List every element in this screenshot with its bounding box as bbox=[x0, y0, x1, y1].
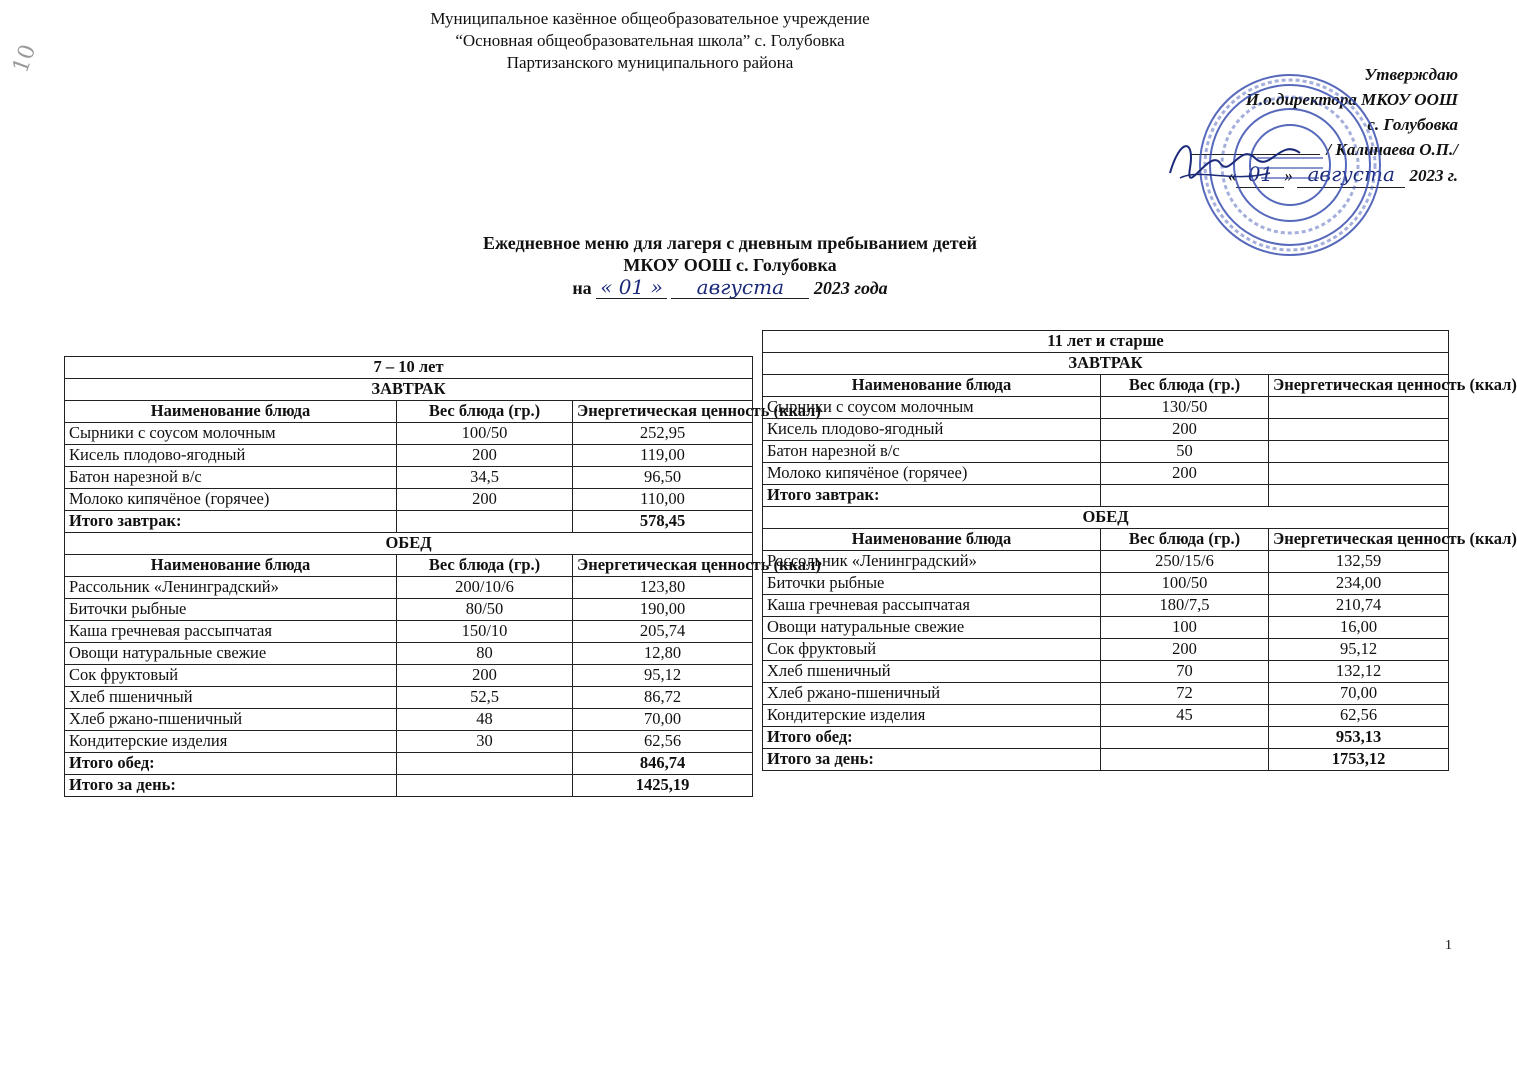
dish-name: Сырники с соусом молочным bbox=[65, 423, 397, 445]
age-group-header: 7 – 10 лет bbox=[65, 357, 753, 379]
approve-date-year: 2023 г. bbox=[1409, 166, 1458, 185]
dish-energy bbox=[1269, 441, 1449, 463]
dish-energy: 16,00 bbox=[1269, 617, 1449, 639]
approve-director-name: / Калинаева О.П./ bbox=[1326, 140, 1458, 159]
dish-name: Каша гречневая рассыпчатая bbox=[65, 621, 397, 643]
dish-row bbox=[763, 441, 1449, 463]
dish-name: Батон нарезной в/с bbox=[65, 467, 397, 489]
day-total-row bbox=[763, 749, 1449, 771]
dish-name: Кисель плодово-ягодный bbox=[763, 419, 1101, 441]
approve-date-month: августа bbox=[1297, 162, 1405, 188]
dish-energy: 12,80 bbox=[573, 643, 753, 665]
org-line-3: Партизанского муниципального района bbox=[506, 53, 794, 72]
lunch-total-row bbox=[763, 727, 1449, 749]
dish-row bbox=[763, 661, 1449, 683]
dish-energy: 70,00 bbox=[1269, 683, 1449, 705]
dish-energy: 95,12 bbox=[1269, 639, 1449, 661]
col-name-header: Наименование блюда bbox=[763, 375, 1101, 397]
title-date-year: 2023 года bbox=[813, 278, 888, 298]
total-energy: 846,74 bbox=[573, 753, 753, 775]
dish-name: Хлеб ржано-пшеничный bbox=[65, 709, 397, 731]
dish-weight: 180/7,5 bbox=[1101, 595, 1269, 617]
approve-date-close: » bbox=[1284, 166, 1293, 185]
day-total-row bbox=[65, 775, 753, 797]
dish-row bbox=[763, 595, 1449, 617]
dish-row bbox=[65, 643, 753, 665]
dish-name: Овощи натуральные свежие bbox=[65, 643, 397, 665]
col-weight-header: Вес блюда (гр.) bbox=[397, 555, 573, 577]
menu-table-11-plus bbox=[762, 330, 1517, 771]
col-energy-header: Энергетическая ценность (ккал) bbox=[1269, 529, 1449, 551]
dish-row bbox=[65, 731, 753, 753]
total-weight bbox=[397, 511, 573, 533]
dish-weight: 50 bbox=[1101, 441, 1269, 463]
dish-weight: 70 bbox=[1101, 661, 1269, 683]
breakfast-total-row bbox=[763, 485, 1449, 507]
approve-line-2: И.о.директора МКОУ ООШ bbox=[1245, 90, 1458, 109]
lunch-section-header: ОБЕД bbox=[65, 533, 753, 555]
dish-row bbox=[65, 467, 753, 489]
total-weight bbox=[1101, 749, 1269, 771]
breakfast-rows bbox=[763, 397, 1449, 485]
total-weight bbox=[1101, 485, 1269, 507]
col-name-header: Наименование блюда bbox=[65, 555, 397, 577]
dish-weight: 200 bbox=[1101, 463, 1269, 485]
total-label: Итого завтрак: bbox=[65, 511, 397, 533]
dish-name: Каша гречневая рассыпчатая bbox=[763, 595, 1101, 617]
dish-row bbox=[763, 617, 1449, 639]
dish-energy: 132,59 bbox=[1269, 551, 1449, 573]
dish-weight: 100/50 bbox=[397, 423, 573, 445]
margin-note bbox=[10, 40, 40, 80]
dish-row bbox=[763, 463, 1449, 485]
dish-row bbox=[763, 573, 1449, 595]
total-weight bbox=[1101, 727, 1269, 749]
dish-energy bbox=[1269, 463, 1449, 485]
dish-weight: 34,5 bbox=[397, 467, 573, 489]
dish-row bbox=[65, 445, 753, 467]
dish-energy: 96,50 bbox=[573, 467, 753, 489]
dish-weight: 200 bbox=[1101, 639, 1269, 661]
dish-row bbox=[65, 665, 753, 687]
dish-name: Рассольник «Ленинградский» bbox=[763, 551, 1101, 573]
lunch-section-header: ОБЕД bbox=[763, 507, 1449, 529]
dish-energy: 95,12 bbox=[573, 665, 753, 687]
dish-weight: 130/50 bbox=[1101, 397, 1269, 419]
dish-name: Овощи натуральные свежие bbox=[763, 617, 1101, 639]
dish-energy: 190,00 bbox=[573, 599, 753, 621]
dish-energy: 205,74 bbox=[573, 621, 753, 643]
dish-name: Сок фруктовый bbox=[763, 639, 1101, 661]
column-header-row bbox=[65, 555, 753, 577]
title-date-day: « 01 » bbox=[596, 276, 667, 299]
dish-weight: 48 bbox=[397, 709, 573, 731]
dish-energy: 62,56 bbox=[573, 731, 753, 753]
dish-weight: 200 bbox=[397, 445, 573, 467]
col-weight-header: Вес блюда (гр.) bbox=[397, 401, 573, 423]
dish-name: Кондитерские изделия bbox=[65, 731, 397, 753]
dish-weight: 200 bbox=[397, 489, 573, 511]
total-label: Итого завтрак: bbox=[763, 485, 1101, 507]
total-energy: 953,13 bbox=[1269, 727, 1449, 749]
total-label: Итого за день: bbox=[763, 749, 1101, 771]
total-weight bbox=[397, 753, 573, 775]
dish-row bbox=[65, 423, 753, 445]
dish-row bbox=[65, 599, 753, 621]
dish-energy bbox=[1269, 397, 1449, 419]
dish-energy: 70,00 bbox=[573, 709, 753, 731]
dish-weight: 30 bbox=[397, 731, 573, 753]
dish-weight: 100 bbox=[1101, 617, 1269, 639]
dish-weight: 100/50 bbox=[1101, 573, 1269, 595]
dish-weight: 72 bbox=[1101, 683, 1269, 705]
title-date-month: августа bbox=[671, 276, 809, 299]
dish-name: Хлеб пшеничный bbox=[65, 687, 397, 709]
menu-title bbox=[380, 232, 1080, 299]
margin-note-text: 10 bbox=[8, 41, 42, 77]
dish-energy: 86,72 bbox=[573, 687, 753, 709]
dish-weight: 80/50 bbox=[397, 599, 573, 621]
dish-name: Сырники с соусом молочным bbox=[763, 397, 1101, 419]
approve-line-1: Утверждаю bbox=[1364, 65, 1458, 84]
dish-weight: 150/10 bbox=[397, 621, 573, 643]
dish-row bbox=[763, 551, 1449, 573]
dish-row bbox=[763, 705, 1449, 727]
breakfast-rows bbox=[65, 423, 753, 511]
title-date bbox=[380, 276, 1080, 299]
col-weight-header: Вес блюда (гр.) bbox=[1101, 529, 1269, 551]
lunch-total-row bbox=[65, 753, 753, 775]
org-line-1: Муниципальное казённое общеобразовательное учреждение bbox=[430, 9, 870, 28]
org-line-2: “Основная общеобразовательная школа” с. Голубовка bbox=[455, 31, 845, 50]
organization-header bbox=[380, 8, 920, 74]
dish-name: Кисель плодово-ягодный bbox=[65, 445, 397, 467]
total-energy: 578,45 bbox=[573, 511, 753, 533]
col-weight-header: Вес блюда (гр.) bbox=[1101, 375, 1269, 397]
lunch-rows bbox=[763, 551, 1449, 727]
approve-line-3: с. Голубовка bbox=[1367, 115, 1458, 134]
dish-row bbox=[65, 621, 753, 643]
column-header-row bbox=[763, 375, 1449, 397]
page-number: 1 bbox=[1445, 938, 1452, 953]
col-name-header: Наименование блюда bbox=[65, 401, 397, 423]
breakfast-section-header: ЗАВТРАК bbox=[65, 379, 753, 401]
col-energy-header: Энергетическая ценность (ккал) bbox=[573, 401, 753, 423]
title-line-1: Ежедневное меню для лагеря с дневным пребыванием детей bbox=[482, 233, 977, 253]
dish-row bbox=[763, 419, 1449, 441]
dish-energy: 132,12 bbox=[1269, 661, 1449, 683]
dish-name: Биточки рыбные bbox=[763, 573, 1101, 595]
margin-note-drawing bbox=[10, 40, 40, 80]
total-label: Итого за день: bbox=[65, 775, 397, 797]
dish-row bbox=[763, 683, 1449, 705]
dish-weight: 45 bbox=[1101, 705, 1269, 727]
dish-name: Сок фруктовый bbox=[65, 665, 397, 687]
col-energy-header: Энергетическая ценность (ккал) bbox=[573, 555, 753, 577]
col-name-header: Наименование блюда bbox=[763, 529, 1101, 551]
dish-weight: 80 bbox=[397, 643, 573, 665]
title-line-2: МКОУ ООШ с. Голубовка bbox=[623, 255, 837, 275]
dish-name: Хлеб пшеничный bbox=[763, 661, 1101, 683]
dish-name: Батон нарезной в/с bbox=[763, 441, 1101, 463]
signature-drawing bbox=[1160, 128, 1310, 188]
dish-row bbox=[763, 639, 1449, 661]
age-group-header: 11 лет и старше bbox=[763, 331, 1449, 353]
dish-name: Молоко кипячёное (горячее) bbox=[65, 489, 397, 511]
lunch-rows bbox=[65, 577, 753, 753]
title-date-prefix: на bbox=[572, 278, 592, 298]
column-header-row bbox=[65, 401, 753, 423]
total-energy bbox=[1269, 485, 1449, 507]
dish-energy: 123,80 bbox=[573, 577, 753, 599]
dish-weight: 200 bbox=[397, 665, 573, 687]
dish-row bbox=[65, 489, 753, 511]
dish-energy: 210,74 bbox=[1269, 595, 1449, 617]
total-label: Итого обед: bbox=[763, 727, 1101, 749]
col-energy-header: Энергетическая ценность (ккал) bbox=[1269, 375, 1449, 397]
total-label: Итого обед: bbox=[65, 753, 397, 775]
dish-row bbox=[65, 577, 753, 599]
dish-name: Хлеб ржано-пшеничный bbox=[763, 683, 1101, 705]
dish-weight: 200/10/6 bbox=[397, 577, 573, 599]
dish-name: Рассольник «Ленинградский» bbox=[65, 577, 397, 599]
approve-date-open: « bbox=[1227, 166, 1237, 185]
dish-weight: 250/15/6 bbox=[1101, 551, 1269, 573]
dish-name: Биточки рыбные bbox=[65, 599, 397, 621]
dish-energy: 62,56 bbox=[1269, 705, 1449, 727]
approve-date-day: 01 bbox=[1236, 162, 1284, 188]
dish-energy: 119,00 bbox=[573, 445, 753, 467]
dish-weight: 52,5 bbox=[397, 687, 573, 709]
dish-name: Кондитерские изделия bbox=[763, 705, 1101, 727]
dish-energy: 110,00 bbox=[573, 489, 753, 511]
dish-name: Молоко кипячёное (горячее) bbox=[763, 463, 1101, 485]
menu-table-7-10 bbox=[64, 356, 821, 797]
dish-energy: 252,95 bbox=[573, 423, 753, 445]
total-energy: 1753,12 bbox=[1269, 749, 1449, 771]
total-energy: 1425,19 bbox=[573, 775, 753, 797]
dish-row bbox=[65, 709, 753, 731]
dish-energy bbox=[1269, 419, 1449, 441]
column-header-row bbox=[763, 529, 1449, 551]
dish-row bbox=[65, 687, 753, 709]
total-weight bbox=[397, 775, 573, 797]
dish-weight: 200 bbox=[1101, 419, 1269, 441]
dish-energy: 234,00 bbox=[1269, 573, 1449, 595]
breakfast-total-row bbox=[65, 511, 753, 533]
dish-row bbox=[763, 397, 1449, 419]
breakfast-section-header: ЗАВТРАК bbox=[763, 353, 1449, 375]
